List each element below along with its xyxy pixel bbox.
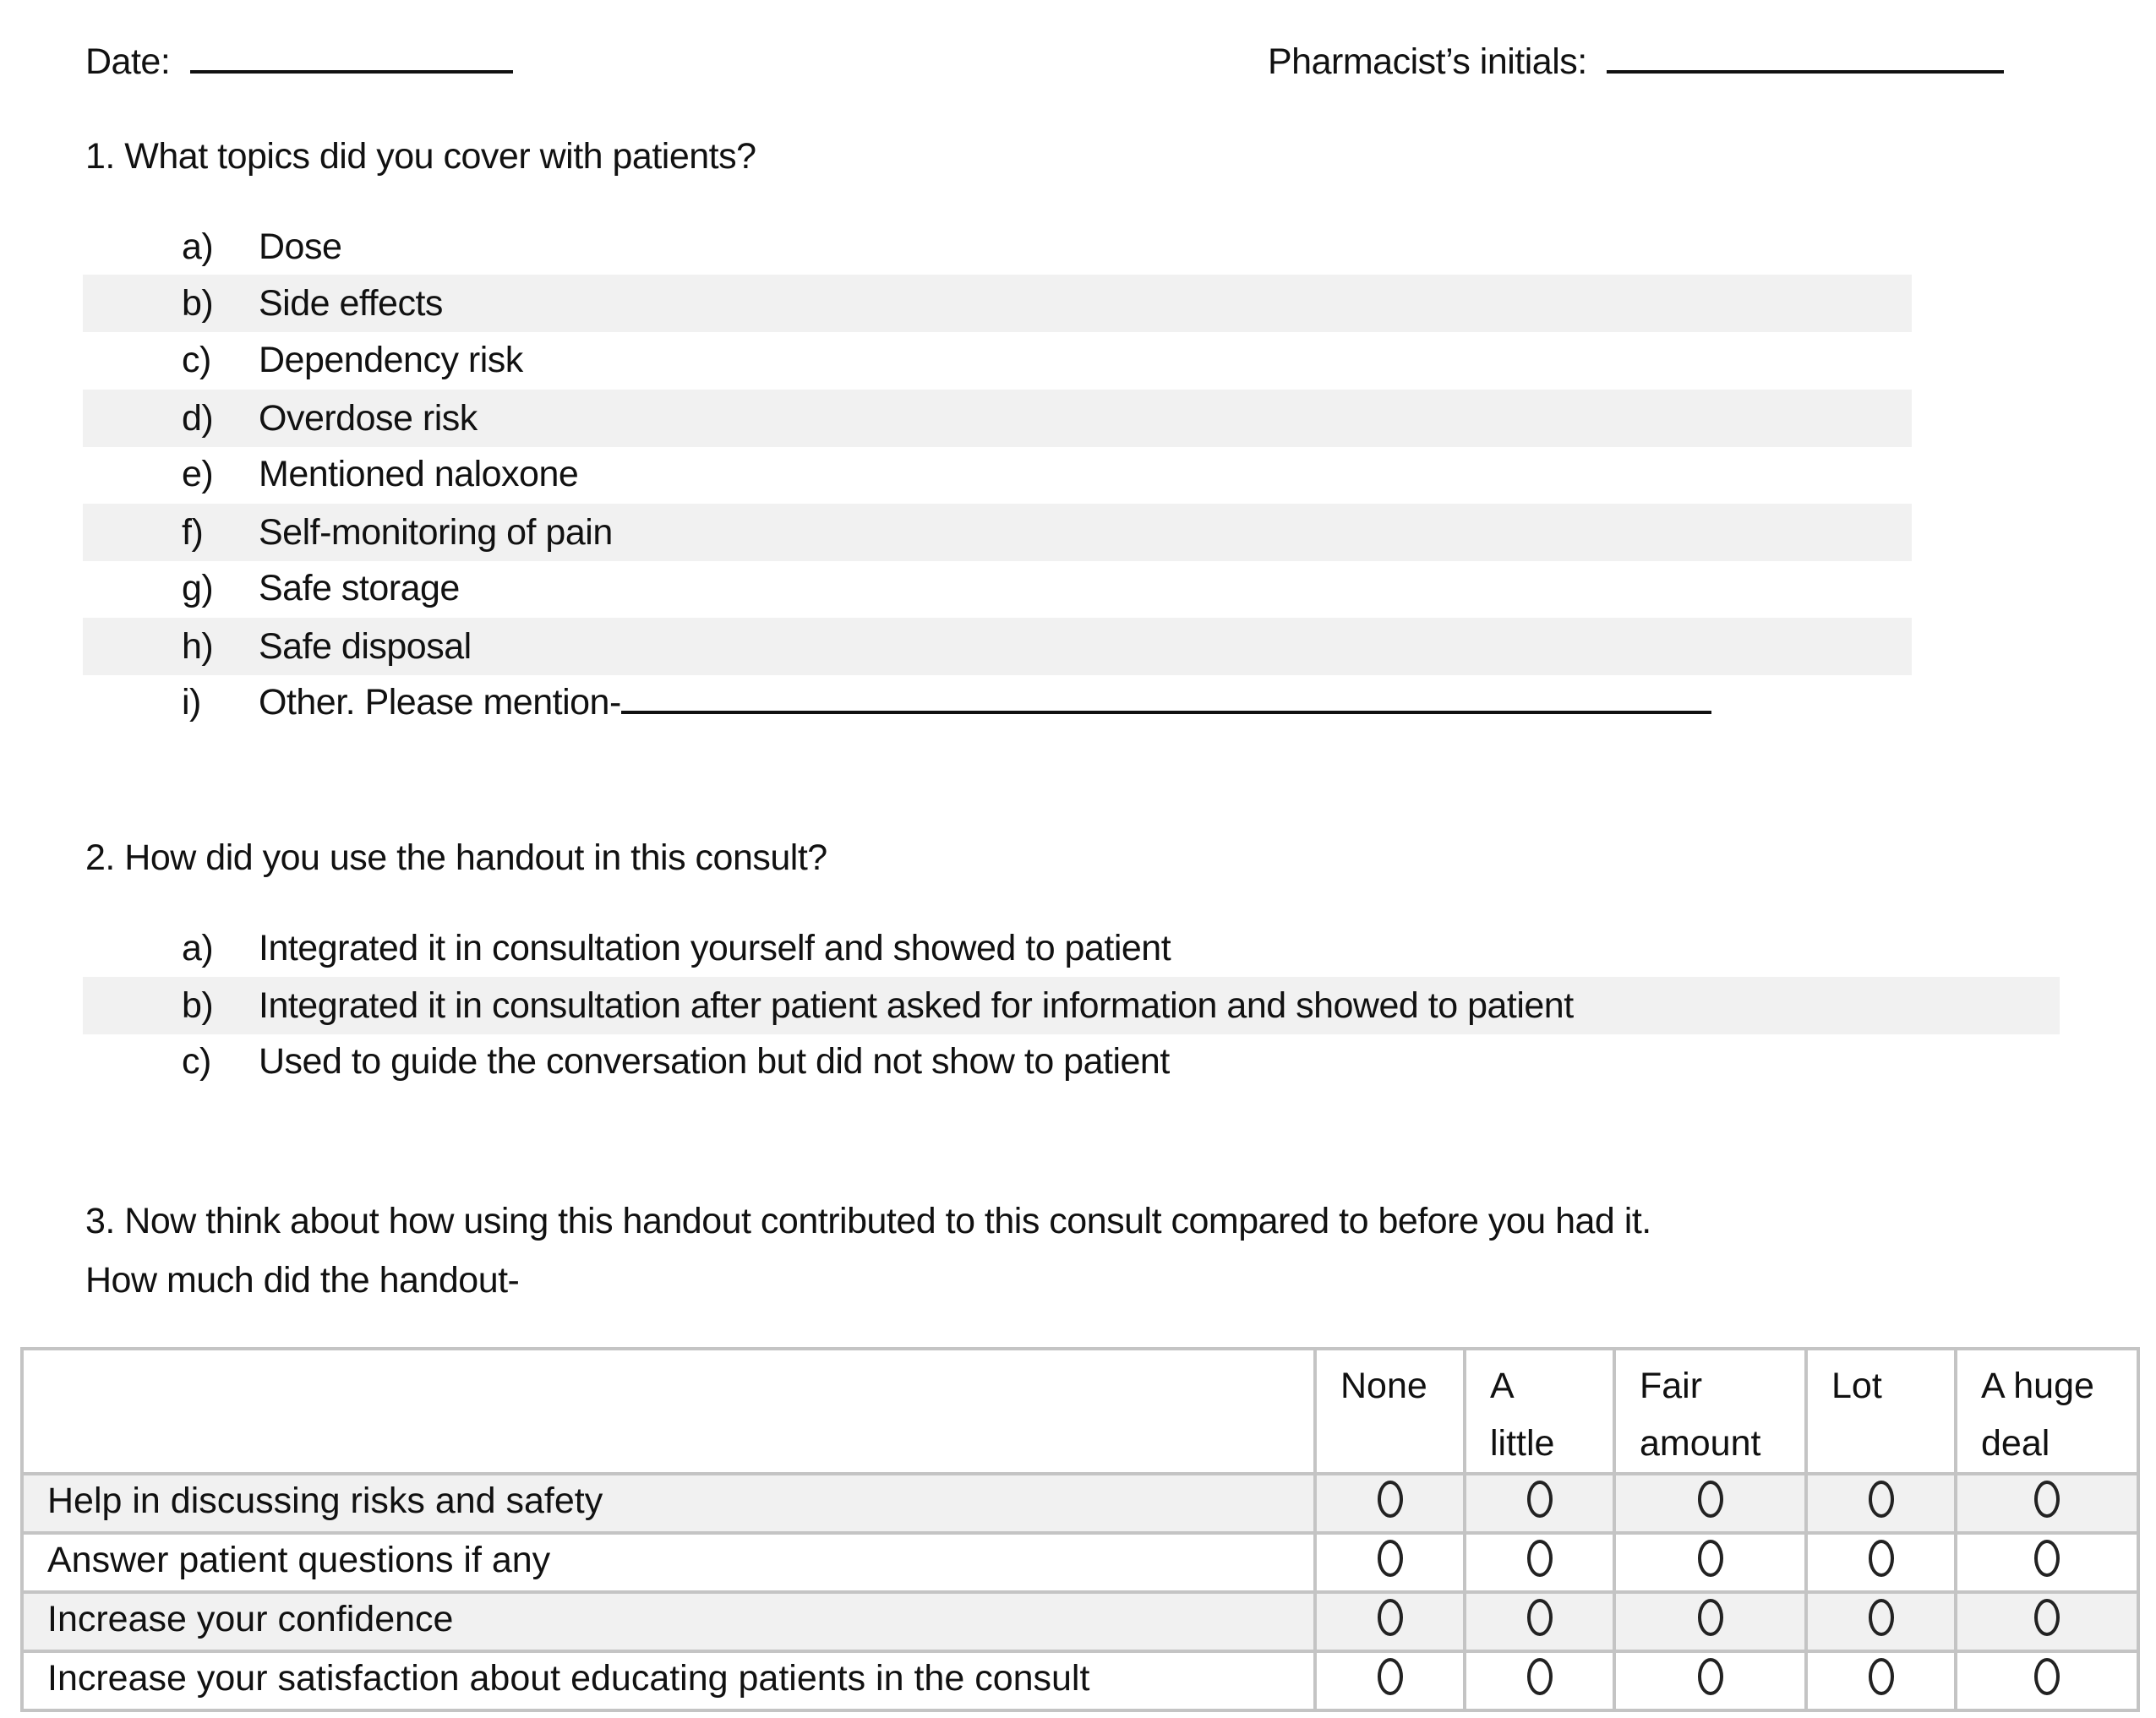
option-letter: c)	[182, 339, 211, 380]
radio-circle-icon[interactable]	[2034, 1540, 2060, 1577]
radio-circle-icon[interactable]	[1527, 1599, 1553, 1636]
rating-cell-lot	[1806, 1651, 1956, 1710]
other-label: Other. Please mention-	[259, 681, 621, 723]
q1-option-safe-disposal[interactable]	[0, 618, 1912, 675]
q1-option-dose[interactable]	[0, 218, 1912, 275]
q1-title: 1. What topics did you cover with patients?	[85, 136, 756, 177]
rating-cell-a-little	[1465, 1651, 1614, 1710]
q1-option-side-effects[interactable]	[0, 275, 1912, 332]
radio-circle-icon[interactable]	[1527, 1540, 1553, 1577]
q1-option-overdose-risk[interactable]	[0, 390, 1912, 447]
option-label: Overdose risk	[259, 397, 478, 439]
rating-cell-a-huge-deal	[1956, 1651, 2138, 1710]
option-letter: b)	[182, 984, 214, 1026]
option-label: Mentioned naloxone	[259, 453, 579, 494]
radio-circle-icon[interactable]	[1698, 1658, 1723, 1695]
rating-cell-lot	[1806, 1474, 1956, 1533]
date-blank[interactable]	[190, 70, 513, 74]
column-header-a-huge-deal: A huge deal	[1956, 1349, 2138, 1474]
q1-option-dependency-risk[interactable]	[0, 331, 1912, 389]
radio-circle-icon[interactable]	[1378, 1481, 1403, 1518]
radio-circle-icon[interactable]	[2034, 1481, 2060, 1518]
radio-circle-icon[interactable]	[1869, 1481, 1894, 1518]
q1-option-safe-storage[interactable]	[0, 559, 1912, 617]
table-row	[22, 1533, 2138, 1592]
option-letter: i)	[182, 681, 201, 723]
column-header-a-little: A little	[1465, 1349, 1614, 1474]
rating-cell-a-huge-deal	[1956, 1592, 2138, 1651]
option-label: Integrated it in consultation yourself and showed to patient	[259, 927, 1171, 968]
q3-title-line2: How much did the handout-	[85, 1260, 520, 1301]
radio-circle-icon[interactable]	[1527, 1481, 1553, 1518]
option-letter: e)	[182, 453, 214, 494]
option-label: Dose	[259, 226, 342, 267]
radio-circle-icon[interactable]	[1869, 1658, 1894, 1695]
radio-circle-icon[interactable]	[1378, 1540, 1403, 1577]
pharmacist-initials-field	[1268, 41, 2004, 82]
option-letter: d)	[182, 397, 214, 439]
radio-circle-icon[interactable]	[1378, 1599, 1403, 1636]
rating-cell-fair-amount	[1614, 1533, 1806, 1592]
date-field	[85, 41, 513, 82]
rating-cell-lot	[1806, 1592, 1956, 1651]
row-statement: Increase your satisfaction about educating patients in the consult	[22, 1651, 1315, 1710]
rating-cell-fair-amount	[1614, 1651, 1806, 1710]
pharmacist-initials-label: Pharmacist’s initials:	[1268, 41, 1587, 82]
q1-option-naloxone[interactable]	[0, 445, 1912, 503]
rating-cell-none	[1315, 1651, 1465, 1710]
q2-option-a[interactable]	[0, 919, 2060, 977]
radio-circle-icon[interactable]	[1698, 1599, 1723, 1636]
rating-cell-a-huge-deal	[1956, 1474, 2138, 1533]
rating-cell-none	[1315, 1474, 1465, 1533]
option-letter: a)	[182, 226, 214, 267]
q3-rating-table	[20, 1347, 2140, 1712]
row-statement: Answer patient questions if any	[22, 1533, 1315, 1592]
option-label: Self-monitoring of pain	[259, 511, 613, 553]
option-letter: a)	[182, 927, 214, 968]
option-label: Integrated it in consultation after patient asked for information and showed to patient	[259, 984, 1574, 1026]
radio-circle-icon[interactable]	[1378, 1658, 1403, 1695]
rating-cell-lot	[1806, 1533, 1956, 1592]
option-letter: g)	[182, 567, 214, 608]
table-header-row	[22, 1349, 2138, 1474]
row-statement: Increase your confidence	[22, 1592, 1315, 1651]
option-letter: b)	[182, 282, 214, 324]
option-letter: c)	[182, 1040, 211, 1082]
column-header-fair-amount: Fair amount	[1614, 1349, 1806, 1474]
radio-circle-icon[interactable]	[1698, 1481, 1723, 1518]
table-row	[22, 1592, 2138, 1651]
column-header-none: None	[1315, 1349, 1465, 1474]
radio-circle-icon[interactable]	[1869, 1540, 1894, 1577]
option-label: Side effects	[259, 282, 443, 324]
option-letter: f)	[182, 511, 204, 553]
row-statement: Help in discussing risks and safety	[22, 1474, 1315, 1533]
q2-title: 2. How did you use the handout in this consult?	[85, 837, 827, 878]
q1-option-other[interactable]	[0, 674, 1912, 731]
radio-circle-icon[interactable]	[1698, 1540, 1723, 1577]
radio-circle-icon[interactable]	[1869, 1599, 1894, 1636]
option-letter: h)	[182, 625, 214, 667]
radio-circle-icon[interactable]	[2034, 1599, 2060, 1636]
rating-cell-none	[1315, 1533, 1465, 1592]
option-label	[259, 681, 1711, 723]
pharmacist-initials-blank[interactable]	[1607, 70, 2004, 74]
rating-cell-a-little	[1465, 1592, 1614, 1651]
rating-cell-a-little	[1465, 1474, 1614, 1533]
column-header-lot: Lot	[1806, 1349, 1956, 1474]
table-row	[22, 1651, 2138, 1710]
other-blank[interactable]	[621, 711, 1711, 714]
q2-option-c[interactable]	[0, 1033, 2060, 1090]
radio-circle-icon[interactable]	[1527, 1658, 1553, 1695]
q3-title-line1: 3. Now think about how using this handout contributed to this consult compared to before you had it.	[85, 1201, 1651, 1241]
rating-cell-fair-amount	[1614, 1474, 1806, 1533]
option-label: Safe disposal	[259, 625, 472, 667]
option-label: Dependency risk	[259, 339, 523, 380]
q1-option-self-monitoring[interactable]	[0, 504, 1912, 561]
option-label: Used to guide the conversation but did not show to patient	[259, 1040, 1170, 1082]
rating-cell-fair-amount	[1614, 1592, 1806, 1651]
rating-cell-none	[1315, 1592, 1465, 1651]
option-label: Safe storage	[259, 567, 460, 608]
q2-option-b[interactable]	[0, 977, 2060, 1034]
header-empty-cell	[22, 1349, 1315, 1474]
rating-cell-a-huge-deal	[1956, 1533, 2138, 1592]
date-label: Date:	[85, 41, 171, 82]
rating-cell-a-little	[1465, 1533, 1614, 1592]
radio-circle-icon[interactable]	[2034, 1658, 2060, 1695]
table-row	[22, 1474, 2138, 1533]
